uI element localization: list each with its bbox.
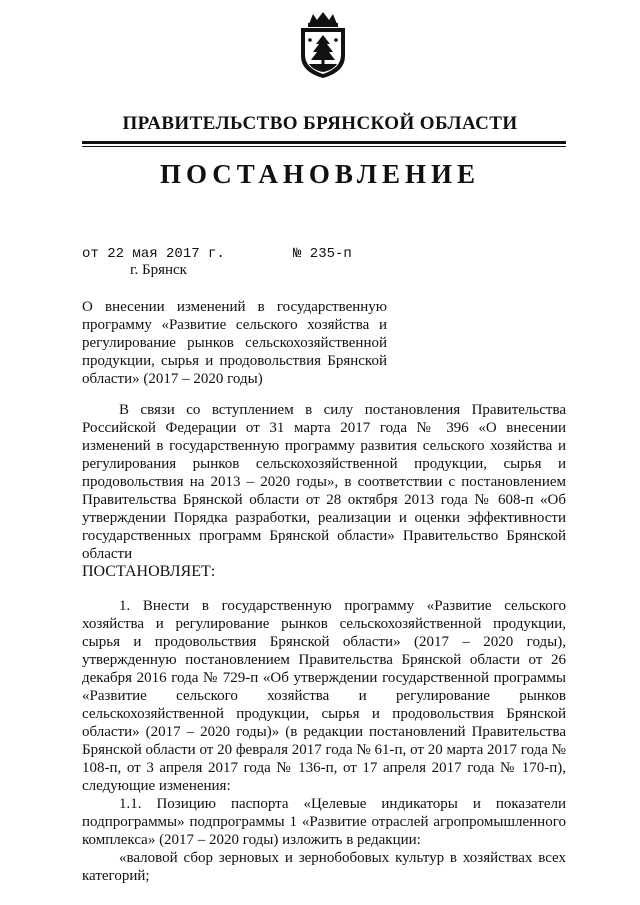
document-type-title: ПОСТАНОВЛЕНИЕ (159, 159, 481, 189)
paragraph-gap (82, 581, 566, 597)
date-prefix: от (82, 246, 99, 262)
item-1-1-paragraph: 1.1. Позицию паспорта «Целевые индикаторы и показатели подпрограммы» подпрограммы 1 «Развитие отраслей агропромышленного комплекса» (2017 – 2020 годы) изложить в редакции: (82, 796, 566, 848)
quoted-text-paragraph: «валовой сбор зерновых и зернобобовых культур в хозяйствах всех категорий; (82, 850, 566, 884)
header-rule-thick (82, 141, 566, 144)
resolves-heading: ПОСТАНОВЛЯЕТ: (82, 563, 216, 580)
header-rule-thin (82, 146, 566, 147)
document-date: 22 мая 2017 г. (107, 246, 225, 262)
item-1-paragraph: 1. Внести в государственную программу «Развитие сельского хозяйства и регулирование рынков сельскохозяйственной продукции, сырья и продовольствия Брянской области» (2017 – 2020 годы), утвержденную постановлением Правительства Брянской области от 26 декабря 2016 года № 729-п «Об утверждении государственной программы «Развитие сельского хозяйства и регулирование рынков сельскохозяйственной продукции, сырья и продовольствия Брянской области» (2017 – 2020 годы)» (в редакции постановлений Правительства Брянской области от 20 февраля 2017 года № 61-п, от 20 марта 2017 года № 108-п, от 3 апреля 2017 года № 136-п, от 17 апреля 2017 года № 170-п), следующие изменения: (82, 598, 566, 794)
document-subject: О внесении изменений в государственную программу «Развитие сельского хозяйства и регулирование рынков сельскохозяйственной продукции, сырья и продовольствия Брянской области» (2017 – 2020 годы) (82, 299, 387, 387)
document-date-line (82, 246, 225, 262)
document-city: г. Брянск (130, 262, 187, 278)
government-title: ПРАВИТЕЛЬСТВО БРЯНСКОЙ ОБЛАСТИ (122, 113, 518, 134)
bryansk-coat-of-arms-icon (293, 10, 353, 80)
document-number: № 235-п (293, 246, 352, 262)
document-body (82, 401, 566, 885)
preamble-paragraph: В связи со вступлением в силу постановления Правительства Российской Федерации от 31 марта 2017 года № 396 «О внесении изменений в государственную программу развития сельского хозяйства и регулирования рынков сельскохозяйственной продукции, сырья и продовольствия на 2013 – 2020 годы», в соответствии с постановлением Правительства Брянской области от 28 октября 2013 года № 608-п «Об утверждении Порядка разработки, реализации и оценки эффективности государственных программ Брянской области» Правительство Брянской области (82, 402, 566, 562)
